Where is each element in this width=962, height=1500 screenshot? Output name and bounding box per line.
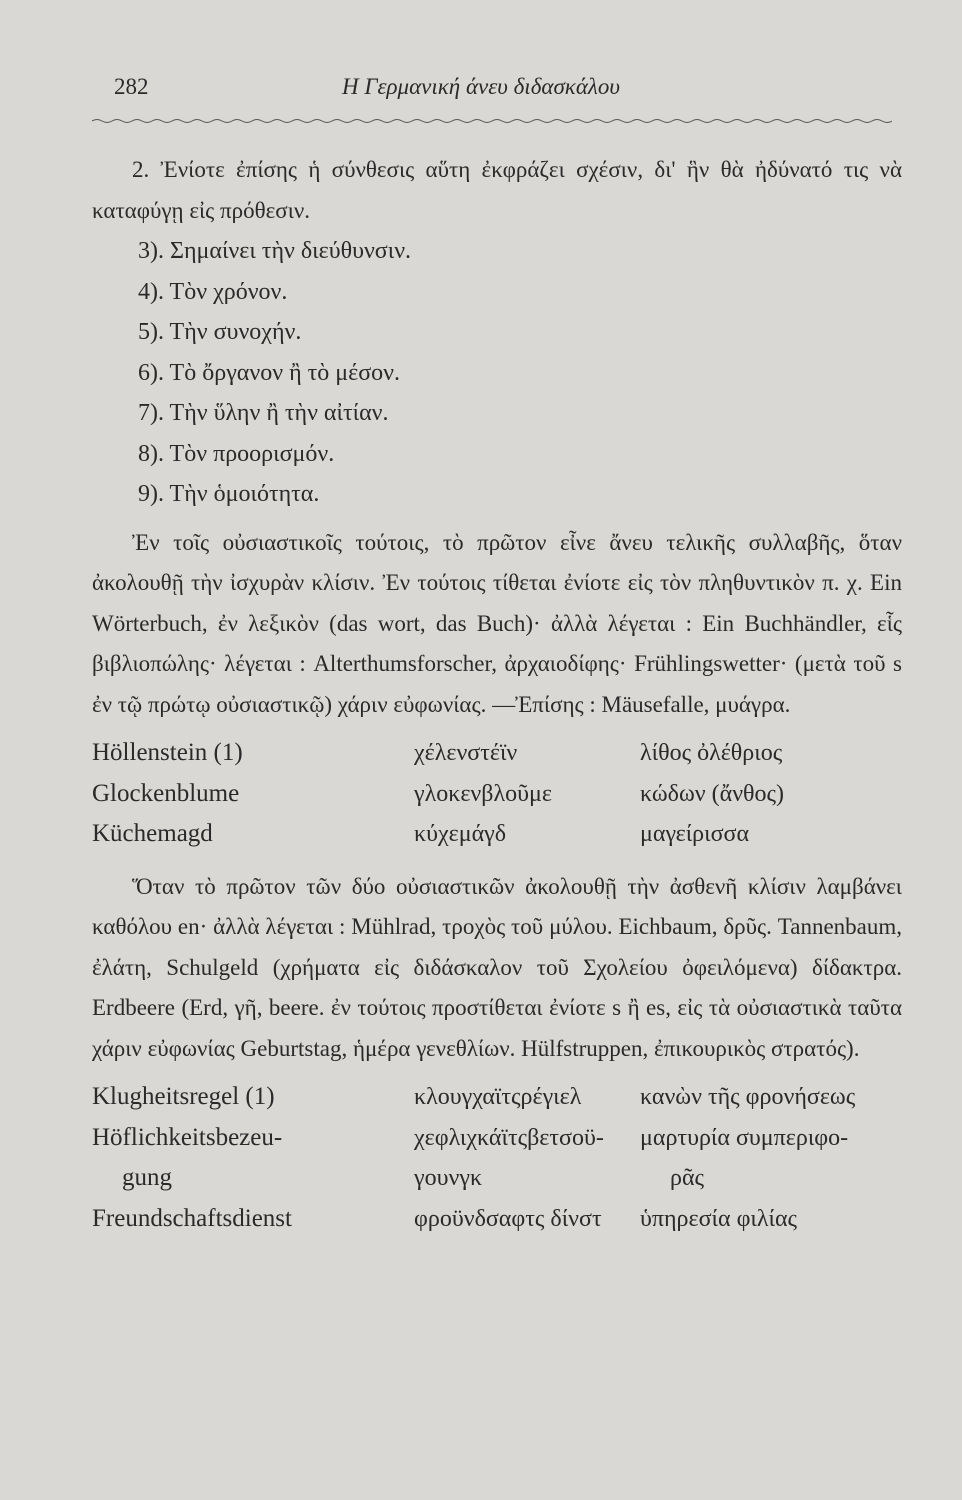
running-title: Η Γερμανική άνευ διδασκάλου (342, 74, 620, 99)
list-item: 8). Τὸν προορισμόν. (138, 440, 335, 467)
vocab-greek: μαρτυρία συμπεριφο- (640, 1124, 849, 1151)
body-text (92, 150, 902, 1239)
list-item: 4). Τὸν χρόνον. (138, 278, 288, 305)
vocab-german: Glockenblume (92, 779, 240, 807)
paragraph-2: Ὅταν τὸ πρῶτον τῶν δύο οὐσιαστικῶν ἀκολουθῇ τὴν ἀσθενῆ κλίσιν λαμβάνει καθόλου en· ἀλλὰ λέγεται : Mühlrad, τροχὸς τοῦ μύλου. Eichbaum, δρῦς. Tannenbaum, ἐλάτη, Schulgeld (χρήματα εἰς διδάσκαλον τοῦ Σχολείου ὀφειλόμενα) δίδακτρα. Erdbeere (Erd, γῆ, beere. ἐν τούτοις προστίθεται ἐνίοτε s ἢ es, εἰς τὰ οὐσιαστικὰ ταῦτα χάριν εὐφωνίας Geburtstag, ἡμέρα γενεθλίων. Hülfstruppen, ἐπικουρικὸς στρατός). (92, 873, 902, 1061)
vocab-row (92, 733, 902, 774)
page-number: 282 (114, 74, 149, 99)
vocab-row (92, 814, 902, 855)
vocab-german: Freundschaftsdienst (92, 1204, 292, 1232)
vocab-greek: ὑπηρεσία φιλίας (640, 1205, 798, 1232)
vocab-german: gung (122, 1164, 172, 1191)
vocab-greek: ρᾶς (670, 1165, 705, 1191)
vocab-german: Höflichkeitsbezeu- (92, 1123, 283, 1151)
vocab-row (92, 1199, 902, 1240)
vocab-row (92, 774, 902, 815)
list-item: 6). Τὸ ὄργανον ἢ τὸ μέσον. (138, 359, 401, 386)
vocab-greek: κώδων (ἄνθος) (640, 780, 785, 807)
page-header (92, 74, 892, 114)
vocab-greek: μαγείρισσα (640, 821, 750, 847)
vocab-german: Küchemagd (92, 820, 213, 847)
vocab-row (92, 1118, 902, 1159)
intro-item: 2. Ἐνίοτε ἐπίσης ἡ σύνθεσις αὕτη ἐκφράζει σχέσιν, δι' ἣν θὰ ἠδύνατό τις νὰ καταφύγῃ εἰς πρόθεσιν. (92, 157, 902, 223)
meaning-list (92, 231, 902, 515)
vocab-row (92, 1158, 902, 1199)
list-item: 7). Τὴν ὕλην ἢ τὴν αἰτίαν. (138, 400, 389, 426)
vocab-greek: κανὼν τῆς φρονήσεως (640, 1084, 856, 1110)
vocab-german: Höllenstein (1) (92, 739, 243, 766)
vocab-row (92, 1077, 902, 1118)
vocab-transcription: φροϋνδσαφτς δίνστ (414, 1205, 602, 1232)
vocab-table-1 (92, 733, 902, 855)
paragraph-1: Ἐν τοῖς οὐσιαστικοῖς τούτοις, τὸ πρῶτον εἶνε ἄνευ τελικῆς συλλαβῆς, ὅταν ἀκολουθῇ τὴν ἰσχυρὰν κλίσιν. Ἐν τούτοις τίθεται ἐνίοτε εἰς τὸν πληθυντικὸν π. χ. Ein Wörterbuch, ἐν λεξικὸν (das wort, das Buch)· ἀλλὰ λέγεται : Ein Buchhändler, εἷς βιβλιοπώλης· λέγεται : Alterthumsforscher, ἀρχαιοδίφης· Frühlingswetter· (μετὰ τοῦ s ἐν τῷ πρώτῳ οὐσιαστικῷ) χάριν εὐφωνίας. —Ἐπίσης : Mäusefalle, μυάγρα. (92, 529, 902, 717)
vocab-transcription: κύχεμάγδ (414, 821, 507, 847)
vocab-transcription: κλουγχαϊτςρέγιελ (414, 1084, 582, 1110)
vocab-transcription: χέλενστέϊν (414, 740, 518, 766)
vocab-greek: λίθος ὀλέθριος (640, 740, 783, 766)
vocab-german: Klugheitsregel (1) (92, 1083, 275, 1110)
vocab-transcription: χεφλιχκάϊτςβετσοϋ- (414, 1124, 604, 1151)
header-wavy-rule (92, 118, 892, 124)
list-item: 3). Σημαίνει τὴν διεύθυνσιν. (138, 238, 412, 264)
list-item: 5). Τὴν συνοχήν. (138, 319, 302, 345)
vocab-transcription: γουνγκ (414, 1165, 483, 1191)
vocab-transcription: γλοκενβλοῦμε (414, 780, 552, 807)
vocab-table-2 (92, 1077, 902, 1239)
list-item: 9). Τὴν ὁμοιότητα. (138, 481, 320, 507)
